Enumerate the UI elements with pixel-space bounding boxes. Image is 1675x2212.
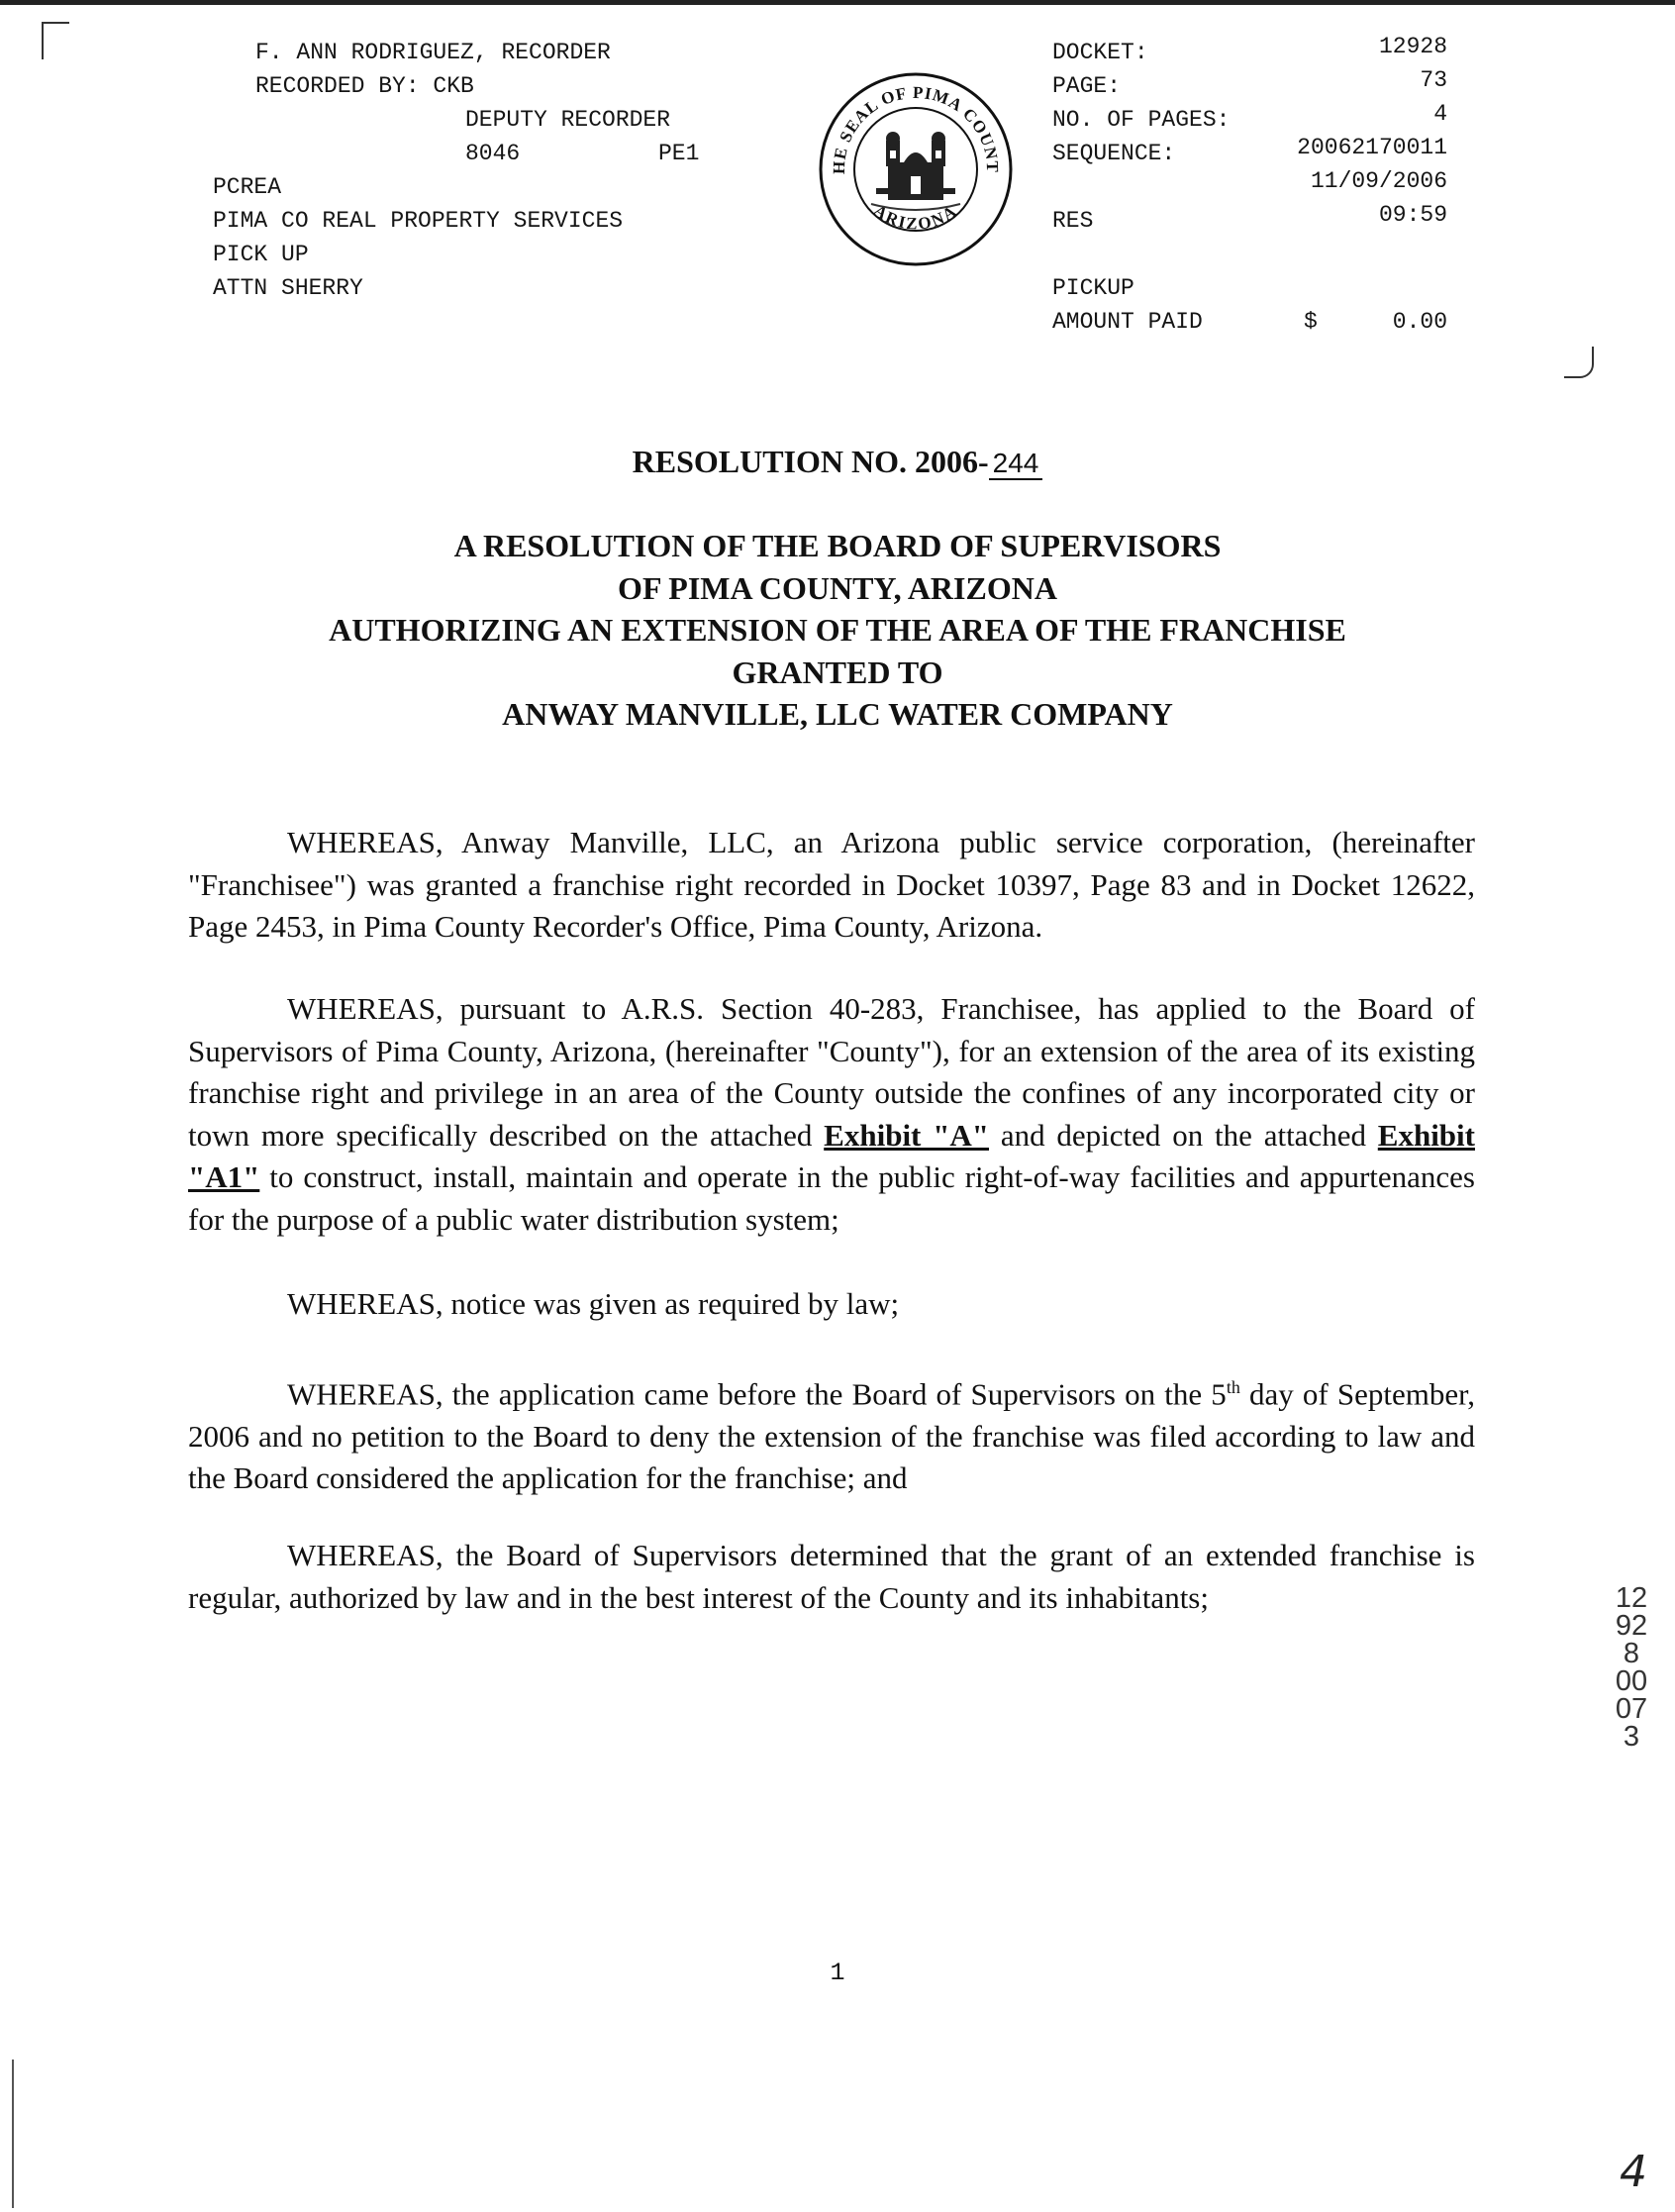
resolution-heading bbox=[0, 525, 1675, 736]
res-label: RES bbox=[1052, 208, 1094, 234]
paragraph-5-text: WHEREAS, the Board of Supervisors determined that the grant of an extended franchise is regular, authorized by law and in the best interest of the County and its inhabitants; bbox=[188, 1538, 1475, 1615]
sequence-value: 20062170011 bbox=[1297, 135, 1447, 160]
amount-value: 0.00 bbox=[1392, 309, 1447, 335]
margin-recording-stamp: 12928 00073 bbox=[1615, 1582, 1648, 1753]
paragraph-2-text-b: and depicted on the attached bbox=[989, 1117, 1378, 1153]
pima-county-seal bbox=[817, 65, 1015, 273]
page-number: 1 bbox=[830, 1959, 845, 1987]
page-label: PAGE: bbox=[1052, 73, 1122, 99]
recorder-name: F. ANN RODRIGUEZ, RECORDER bbox=[255, 40, 611, 65]
currency-symbol: $ bbox=[1304, 309, 1318, 335]
docket-value: 12928 bbox=[1378, 34, 1447, 59]
whereas-paragraph-3 bbox=[188, 1283, 1475, 1326]
deputy-id: 8046 bbox=[465, 141, 521, 166]
paragraph-2-text-c: to construct, install, maintain and operate in the public right-of-way facilities and appurtenances for the purpose of a public water distribution system; bbox=[188, 1159, 1475, 1237]
pickup-note: PICK UP bbox=[213, 242, 309, 267]
heading-line-1: A RESOLUTION OF THE BOARD OF SUPERVISORS bbox=[453, 528, 1222, 563]
top-border-line bbox=[0, 0, 1675, 5]
sequence-label: SEQUENCE: bbox=[1052, 141, 1176, 166]
heading-line-4: GRANTED TO bbox=[732, 654, 943, 690]
exhibit-a1-reference: Exhibit "A1" bbox=[188, 1117, 1475, 1194]
ordinal-suffix: th bbox=[1226, 1377, 1240, 1397]
pages-label: NO. OF PAGES: bbox=[1052, 107, 1231, 133]
paragraph-2-text-a: WHEREAS, pursuant to A.R.S. Section 40-283, Franchisee, has applied to the Board of Supervisors of Pima County, Arizona, (hereinafter "County"), for an extension of the area of its existing franchise right and privilege in an area of the County outside the confines of any incorporated city or town more specifically described on the attached bbox=[188, 991, 1475, 1153]
whereas-paragraph-1 bbox=[188, 822, 1475, 949]
whereas-paragraph-5 bbox=[188, 1535, 1475, 1619]
pages-value: 4 bbox=[1433, 101, 1447, 127]
resolution-number bbox=[0, 444, 1675, 480]
scan-mark bbox=[1564, 347, 1594, 378]
svg-text:ARIZONA: ARIZONA bbox=[870, 200, 961, 234]
attention-line: ATTN SHERRY bbox=[213, 275, 363, 301]
requester-name: PIMA CO REAL PROPERTY SERVICES bbox=[213, 208, 624, 234]
whereas-paragraph-2 bbox=[188, 988, 1475, 1241]
exhibit-a-reference: Exhibit "A" bbox=[824, 1117, 989, 1153]
corner-mark bbox=[42, 22, 69, 59]
margin-line bbox=[12, 2060, 14, 2208]
docket-label: DOCKET: bbox=[1052, 40, 1148, 65]
heading-line-3: AUTHORIZING AN EXTENSION OF THE AREA OF THE FRANCHISE bbox=[329, 612, 1346, 648]
recorded-by: RECORDED BY: CKB bbox=[255, 73, 474, 99]
paragraph-4-text-a: WHEREAS, the application came before the Board of Supervisors on the 5 bbox=[287, 1376, 1227, 1412]
deputy-recorder: DEPUTY RECORDER bbox=[465, 107, 671, 133]
recorded-date: 11/09/2006 bbox=[1310, 168, 1447, 194]
recorded-time: 09:59 bbox=[1378, 202, 1447, 228]
resolution-handwritten-number: 244 bbox=[989, 449, 1043, 480]
heading-line-2: OF PIMA COUNTY, ARIZONA bbox=[618, 569, 1057, 606]
requester-code: PCREA bbox=[213, 174, 282, 200]
svg-text:THE SEAL OF PIMA COUNTY: HE SEAL OF PIMA COUNT bbox=[829, 82, 1003, 175]
deputy-code: PE1 bbox=[658, 141, 700, 166]
pickup-label: PICKUP bbox=[1052, 275, 1134, 301]
paragraph-1-text: WHEREAS, Anway Manville, LLC, an Arizona public service corporation, (hereinafter "Franchisee") was granted a franchise right recorded in Docket 10397, Page 83 and in Docket 12622, Page 2453, in Pima County Recorder's Office, Pima County, Arizona. bbox=[188, 825, 1475, 944]
page-value: 73 bbox=[1420, 67, 1447, 93]
paragraph-3-text: WHEREAS, notice was given as required by law; bbox=[287, 1286, 900, 1321]
heading-line-5: ANWAY MANVILLE, LLC WATER COMPANY bbox=[502, 696, 1173, 732]
resolution-prefix: RESOLUTION NO. 2006- bbox=[632, 444, 989, 479]
paragraph-4-text-b: day of September, 2006 and no petition to the Board to deny the extension of the franchise was filed according to law and the Board considered the application for the franchise; and bbox=[188, 1376, 1475, 1496]
handwritten-page-mark: 4 bbox=[1620, 2147, 1647, 2197]
amount-label: AMOUNT PAID bbox=[1052, 309, 1203, 335]
seal-icon bbox=[817, 65, 1015, 273]
whereas-paragraph-4 bbox=[188, 1366, 1475, 1500]
